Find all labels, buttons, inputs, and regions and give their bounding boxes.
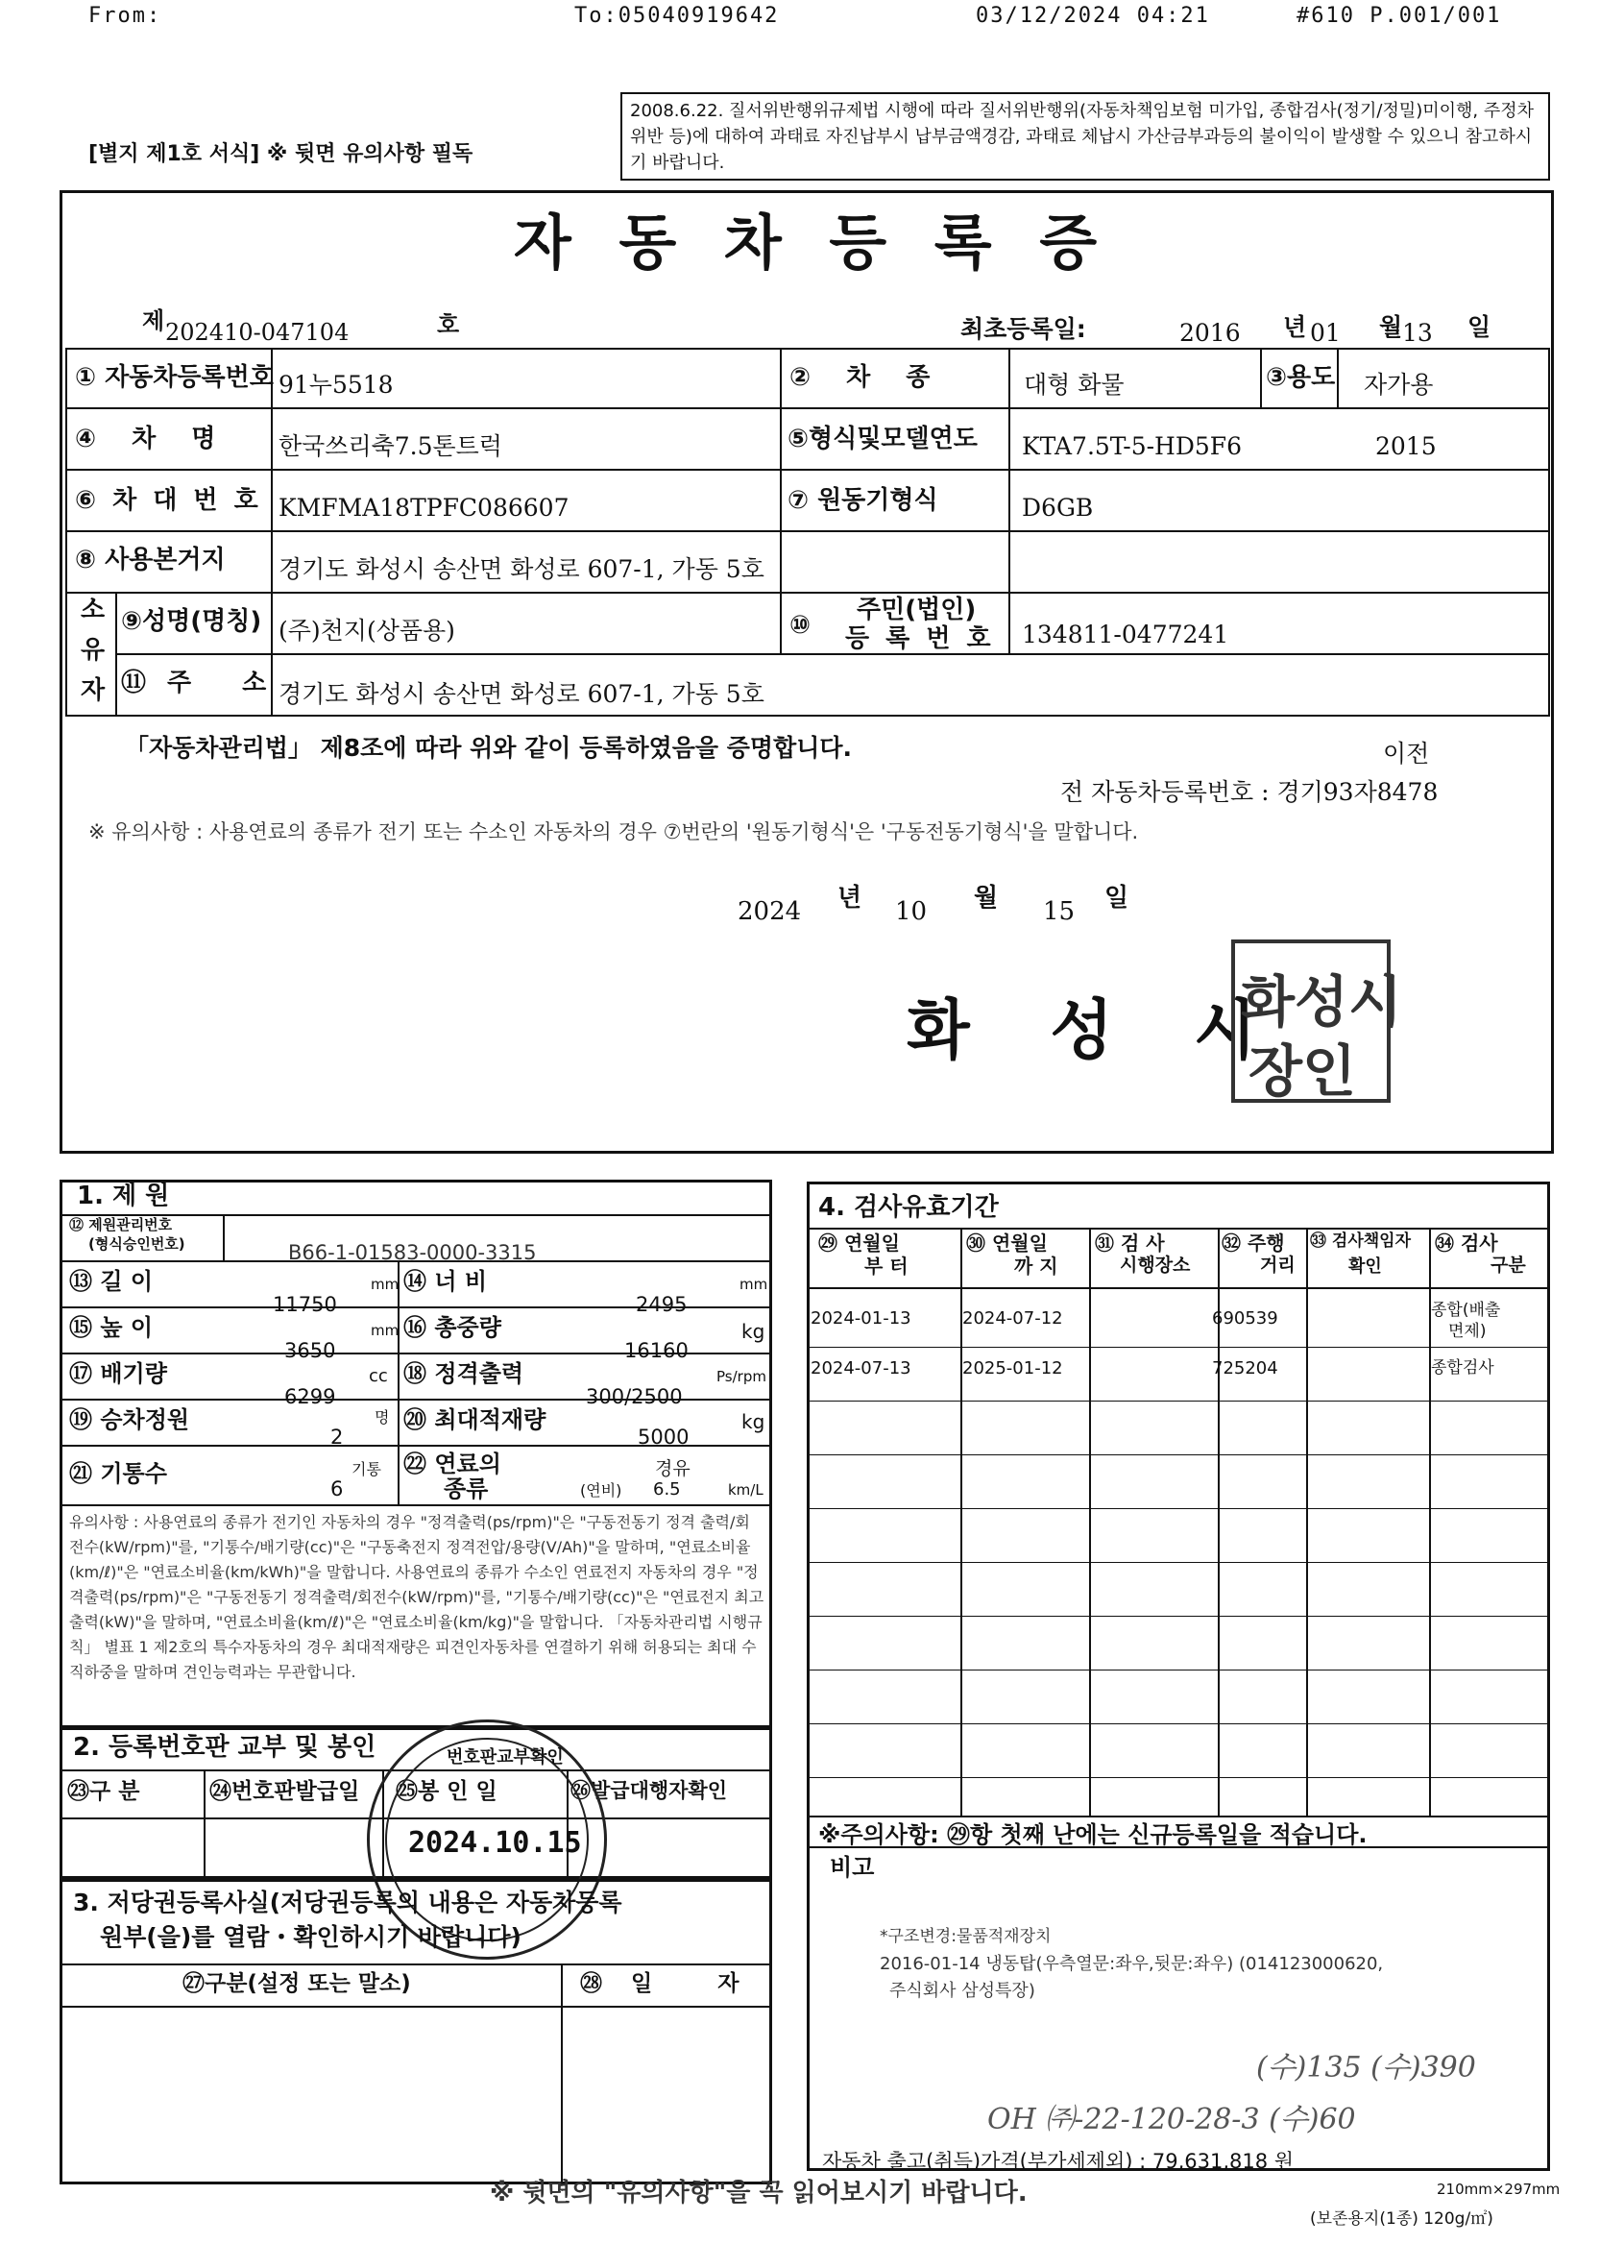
mgmt-no-value: B66-1-01583-0000-3315	[288, 1241, 537, 1264]
cert-no-suffix: 호	[437, 311, 460, 338]
reg-no-label: ① 자동차등록번호	[75, 363, 274, 392]
col-divider	[561, 1963, 563, 2184]
prev-reg-no: 전 자동차등록번호 : 경기93자8478	[1060, 778, 1439, 806]
cylinders-value: 6	[330, 1477, 344, 1500]
official-seal	[1231, 939, 1403, 1104]
cylinders-unit: 기통	[351, 1460, 381, 1478]
owner-side-1: 소	[81, 596, 106, 624]
mgmt-label-1: ⑫ 제원관리번호	[69, 1216, 173, 1233]
insp-row-1-dist: 690539	[1212, 1308, 1278, 1329]
insp-from-header-1: ㉙ 연월일	[818, 1232, 900, 1255]
row-divider	[60, 2006, 772, 2008]
insp-row-1-kind-1: 종합(배출	[1431, 1301, 1501, 1320]
row-divider	[807, 1816, 1550, 1817]
insp-row-2-kind-1: 종합검사	[1431, 1358, 1494, 1378]
insp-row-1-from: 2024-01-13	[811, 1308, 911, 1329]
row-divider	[65, 407, 1550, 409]
paper-type: (보존용지(1종) 120g/㎡)	[1310, 2209, 1493, 2229]
plate-title: 2. 등록번호판 교부 및 봉인	[73, 1733, 376, 1762]
reg-no-value: 91누5518	[279, 371, 394, 399]
col-divider	[204, 1769, 206, 1879]
col-divider	[223, 1214, 225, 1260]
transfer-label: 이전	[1383, 740, 1430, 768]
power-value: 300/2500	[586, 1385, 683, 1408]
row-divider	[807, 1723, 1550, 1724]
fax-to: To:05040919642	[574, 4, 780, 28]
issue-day-unit: 일	[1104, 884, 1129, 913]
plate-stamp-ring-text: 번호판교부확인	[447, 1747, 564, 1768]
issue-day: 15	[1043, 897, 1076, 926]
engine-label: ⑦ 원동기형식	[788, 486, 938, 515]
vehicle-type-label: ② 차 종	[789, 363, 944, 392]
insp-row-1-kind-2: 면제)	[1448, 1322, 1487, 1341]
issue-year: 2024	[738, 897, 802, 926]
width-unit: mm	[739, 1276, 768, 1293]
remarks-line-3: 주식회사 삼성특장)	[889, 1981, 1035, 2001]
insp-to-header-2: 까 지	[1014, 1255, 1058, 1278]
row-divider	[807, 1670, 1550, 1671]
caution-top: ※ 유의사항 : 사용연료의 종류가 전기 또는 수소인 자동차의 경우 ⑦번란의 '원동기형식'은 '구동전동기형식'을 말합니다.	[88, 820, 1139, 843]
owner-side-3: 자	[81, 676, 106, 705]
length-value: 11750	[273, 1293, 337, 1316]
plate-stamp-date: 2024.10.15	[408, 1826, 582, 1860]
lien-date-header: ㉘일 자	[580, 1971, 768, 1996]
release-price: 자동차 출고(취득)가격(부가세제외) : 79,631,818 원	[822, 2150, 1295, 2173]
plate-issue-date-header: ㉔번호판발급일	[209, 1779, 360, 1804]
displacement-value: 6299	[284, 1385, 336, 1408]
insp-dist-header-2: 거리	[1260, 1255, 1296, 1276]
cylinders-label: ㉑ 기통수	[69, 1460, 167, 1487]
id-no-num: ⑩	[789, 611, 812, 640]
id-no-value: 134811-0477241	[1022, 621, 1229, 648]
gross-weight-unit: kg	[741, 1320, 765, 1343]
first-reg-year: 2016	[1179, 319, 1241, 347]
lien-title-2: 원부(을)를 열람・확인하시기 바랍니다)	[100, 1923, 521, 1951]
lien-kind-header: ㉗구분(설정 또는 말소)	[182, 1971, 411, 1996]
power-label: ⑱ 정격출력	[403, 1360, 524, 1387]
seal-text-1: 화성시	[1241, 969, 1403, 1035]
owner-name-value: (주)천지(상품용)	[279, 617, 455, 645]
length-unit: mm	[371, 1276, 400, 1293]
certify-text: 「자동차관리법」 제8조에 따라 위와 같이 등록하였음을 증명합니다.	[125, 734, 853, 762]
insp-resp-header-1: ㉝ 검사책임자	[1310, 1232, 1412, 1251]
col-divider	[271, 348, 273, 717]
specs-title: 1. 제 원	[77, 1182, 170, 1210]
issue-month: 10	[895, 897, 928, 926]
remarks-label: 비고	[830, 1854, 875, 1881]
height-label: ⑮ 높 이	[69, 1314, 154, 1341]
econ-value: 6.5	[653, 1479, 681, 1500]
row-divider	[65, 592, 1550, 594]
inspection-box	[807, 1182, 1550, 2171]
row-divider	[807, 1347, 1550, 1348]
col-divider	[1260, 348, 1262, 407]
first-reg-month-unit: 월	[1379, 313, 1403, 341]
seal-text-2: 장인	[1248, 1038, 1357, 1104]
insp-from-header-2: 부 터	[864, 1255, 909, 1278]
handwritten-note-1: (수)135 (수)390	[1256, 2051, 1476, 2085]
col-divider	[780, 348, 782, 653]
model-year-value: 2015	[1375, 432, 1437, 460]
height-value: 3650	[284, 1339, 336, 1362]
height-unit: mm	[371, 1322, 400, 1339]
fax-datetime: 03/12/2024 04:21	[976, 4, 1210, 28]
fuel-label-2: 종류	[444, 1475, 489, 1502]
fuel-label-1: ㉒ 연료의	[403, 1451, 501, 1477]
seats-value: 2	[330, 1426, 344, 1449]
model-value: KTA7.5T-5-HD5F6	[1022, 432, 1243, 460]
insp-to-header-1: ㉚ 연월일	[966, 1232, 1048, 1255]
fax-page: #610 P.001/001	[1297, 4, 1502, 28]
row-divider	[65, 469, 1550, 471]
form-note: [별지 제1호 서식] ※ 뒷면 유의사항 필독	[88, 142, 473, 166]
first-reg-day: 13	[1402, 319, 1433, 347]
insp-dist-header-1: ㉜ 주행	[1222, 1232, 1285, 1255]
seats-label: ⑲ 승차정원	[69, 1406, 190, 1433]
model-label: ⑤형식및모델연도	[788, 425, 978, 453]
cert-no-prefix: 제	[142, 307, 165, 334]
row-divider	[807, 1562, 1550, 1563]
cert-no: 202410-047104	[165, 319, 350, 346]
col-divider	[1089, 1228, 1091, 1816]
row-divider	[60, 1504, 772, 1506]
col-divider	[115, 592, 117, 717]
row-divider	[807, 1228, 1550, 1230]
gross-weight-label: ⑯ 총중량	[403, 1314, 501, 1341]
addr-label: ⑪주 소	[121, 669, 288, 697]
plate-seal-date-header: ㉕봉 인 일	[396, 1779, 497, 1804]
row-divider	[115, 653, 1550, 655]
col-divider	[398, 1260, 400, 1504]
displacement-label: ⑰ 배기량	[69, 1360, 167, 1387]
use-value: 자가용	[1364, 371, 1434, 399]
vehicle-name-value: 한국쓰리축7.5톤트럭	[279, 432, 502, 460]
use-label: ③용도	[1266, 363, 1336, 392]
displacement-unit: cc	[369, 1366, 388, 1386]
plate-kind-header: ㉓구 분	[67, 1779, 140, 1804]
fax-from: From:	[88, 4, 162, 28]
insp-row-2-from: 2024-07-13	[811, 1358, 911, 1378]
col-divider	[1337, 348, 1339, 407]
row-divider	[807, 1287, 1550, 1289]
id-label-line1: 주민(법인)	[857, 596, 977, 624]
row-divider	[60, 1963, 772, 1965]
row-divider	[807, 1777, 1550, 1778]
insp-row-2-dist: 725204	[1212, 1358, 1278, 1378]
base-label: ⑧ 사용본거지	[75, 546, 226, 574]
notice-box	[620, 92, 1550, 181]
issue-year-unit: 년	[837, 884, 862, 913]
insp-row-2-to: 2025-01-12	[962, 1358, 1063, 1378]
row-divider	[807, 1401, 1550, 1402]
insp-resp-header-2: 확인	[1348, 1256, 1382, 1277]
fuel-value: 경유	[655, 1458, 691, 1479]
seats-unit: 명	[375, 1408, 390, 1427]
length-label: ⑬ 길 이	[69, 1268, 154, 1295]
owner-name-label: ⑨성명(명칭)	[121, 607, 262, 636]
insp-place-header-2: 시행장소	[1120, 1255, 1191, 1276]
max-load-value: 5000	[638, 1426, 690, 1449]
first-reg-year-unit: 년	[1283, 313, 1307, 341]
row-divider	[807, 1508, 1550, 1509]
addr-value: 경기도 화성시 송산면 화성로 607-1, 가동 5호	[279, 680, 764, 708]
width-value: 2495	[636, 1293, 688, 1316]
issuer-name: 화 성 시	[907, 993, 1286, 1069]
base-value: 경기도 화성시 송산면 화성로 607-1, 가동 5호	[279, 555, 764, 583]
insp-kind-header-2: 구분	[1491, 1255, 1526, 1276]
econ-label: (연비)	[580, 1481, 622, 1500]
row-divider	[65, 530, 1550, 532]
max-load-unit: kg	[741, 1410, 765, 1433]
insp-place-header-1: ㉛ 검 사	[1095, 1232, 1165, 1255]
remarks-line-1: *구조변경:물품적재장치	[880, 1927, 1052, 1946]
paper-size: 210mm×297mm	[1437, 2181, 1561, 2198]
col-divider	[1008, 348, 1010, 653]
lien-title-1: 3. 저당권등록사실(저당권등록의 내용은 자동차등록	[73, 1889, 622, 1916]
vehicle-type-value: 대형 화물	[1024, 371, 1125, 399]
owner-side-2: 유	[81, 636, 106, 665]
inspection-title: 4. 검사유효기간	[818, 1193, 999, 1222]
gross-weight-value: 16160	[624, 1339, 689, 1362]
field-table	[65, 348, 1550, 717]
inspection-caution: ※주의사항: ㉙항 첫째 난에는 신규등록일을 적습니다.	[818, 1821, 1368, 1848]
vin-value: KMFMA18TPFC086607	[279, 494, 570, 522]
insp-kind-header-1: ㉞ 검사	[1435, 1232, 1498, 1255]
notice-text: 2008.6.22. 질서위반행위규제법 시행에 따라 질서위반행위(자동차책임보험 미가입, 종합검사(정기/정밀)미이행, 주정차위반 등)에 대하여 과태료 자진납부시 납부금액경감, 과태료 체납시 가산금부과등의 불이익이 발생할 수 있으니 참고하시기 바랍니다.	[630, 101, 1535, 173]
vin-label: ⑥ 차 대 번 호	[75, 486, 262, 515]
mgmt-label-2: (형식승인번호)	[88, 1235, 185, 1253]
specs-note: 유의사항 : 사용연료의 종류가 전기인 자동차의 경우 "정격출력(ps/rpm)"은 "구동전동기 정격 출력/회전수(kW/rpm)"를, "기통수/배기량(cc)"은 "구동축전지 정격전압/용량(V/Ah)"을 말하며, "연료소비율(km/ℓ)"은 "연료소비율(km/kWh)"을 말합니다. 사용연료의 종류가 수소인 연료전지 자동차의 경우 "정격출력(ps/rpm)"은 "구동전동기 정격출력/회전수(kW/rpm)"를, "기통수/배기량(cc)"은 "연료전지 최고출력(kW)"을 말하며, "연료소비율(km/ℓ)"은 "연료소비율(km/kg)"을 말합니다. 「자동차관리법 시행규칙」 별표 1 제2호의 특수자동차의 경우 최대적재량은 피견인자동차를 연결하기 위해 허용되는 최대 수직하중을 말하며 견인능력과는 무관합니다.	[69, 1513, 764, 1681]
read-back-notice: ※ 뒷면의 "유의사항"을 꼭 읽어보시기 바랍니다.	[490, 2179, 1028, 2207]
col-divider	[1306, 1228, 1308, 1816]
id-label-line2: 등 록 번 호	[845, 624, 995, 653]
issue-month-unit: 월	[974, 884, 999, 913]
econ-unit: km/L	[728, 1481, 764, 1499]
remarks-line-2: 2016-01-14 냉동탑(우측열문:좌우,뒷문:좌우) (014123000620,	[880, 1954, 1384, 1974]
first-reg-month: 01	[1310, 319, 1341, 347]
plate-agent-header: ㉖발급대행자확인	[570, 1779, 728, 1802]
max-load-label: ⑳ 최대적재량	[403, 1406, 546, 1433]
handwritten-note-2: OH ㈜-22-120-28-3 (수)60	[987, 2103, 1356, 2136]
row-divider	[807, 1616, 1550, 1617]
vehicle-name-label: ④ 차 명	[75, 425, 230, 453]
width-label: ⑭ 너 비	[403, 1268, 488, 1295]
first-reg-day-unit: 일	[1467, 313, 1491, 341]
row-divider	[807, 1454, 1550, 1455]
page-title: 자 동 차 등 록 증	[513, 207, 1111, 278]
engine-value: D6GB	[1022, 494, 1094, 522]
first-reg-label: 최초등록일:	[960, 315, 1086, 343]
insp-row-1-to: 2024-07-12	[962, 1308, 1063, 1329]
power-unit: Ps/rpm	[716, 1368, 766, 1385]
